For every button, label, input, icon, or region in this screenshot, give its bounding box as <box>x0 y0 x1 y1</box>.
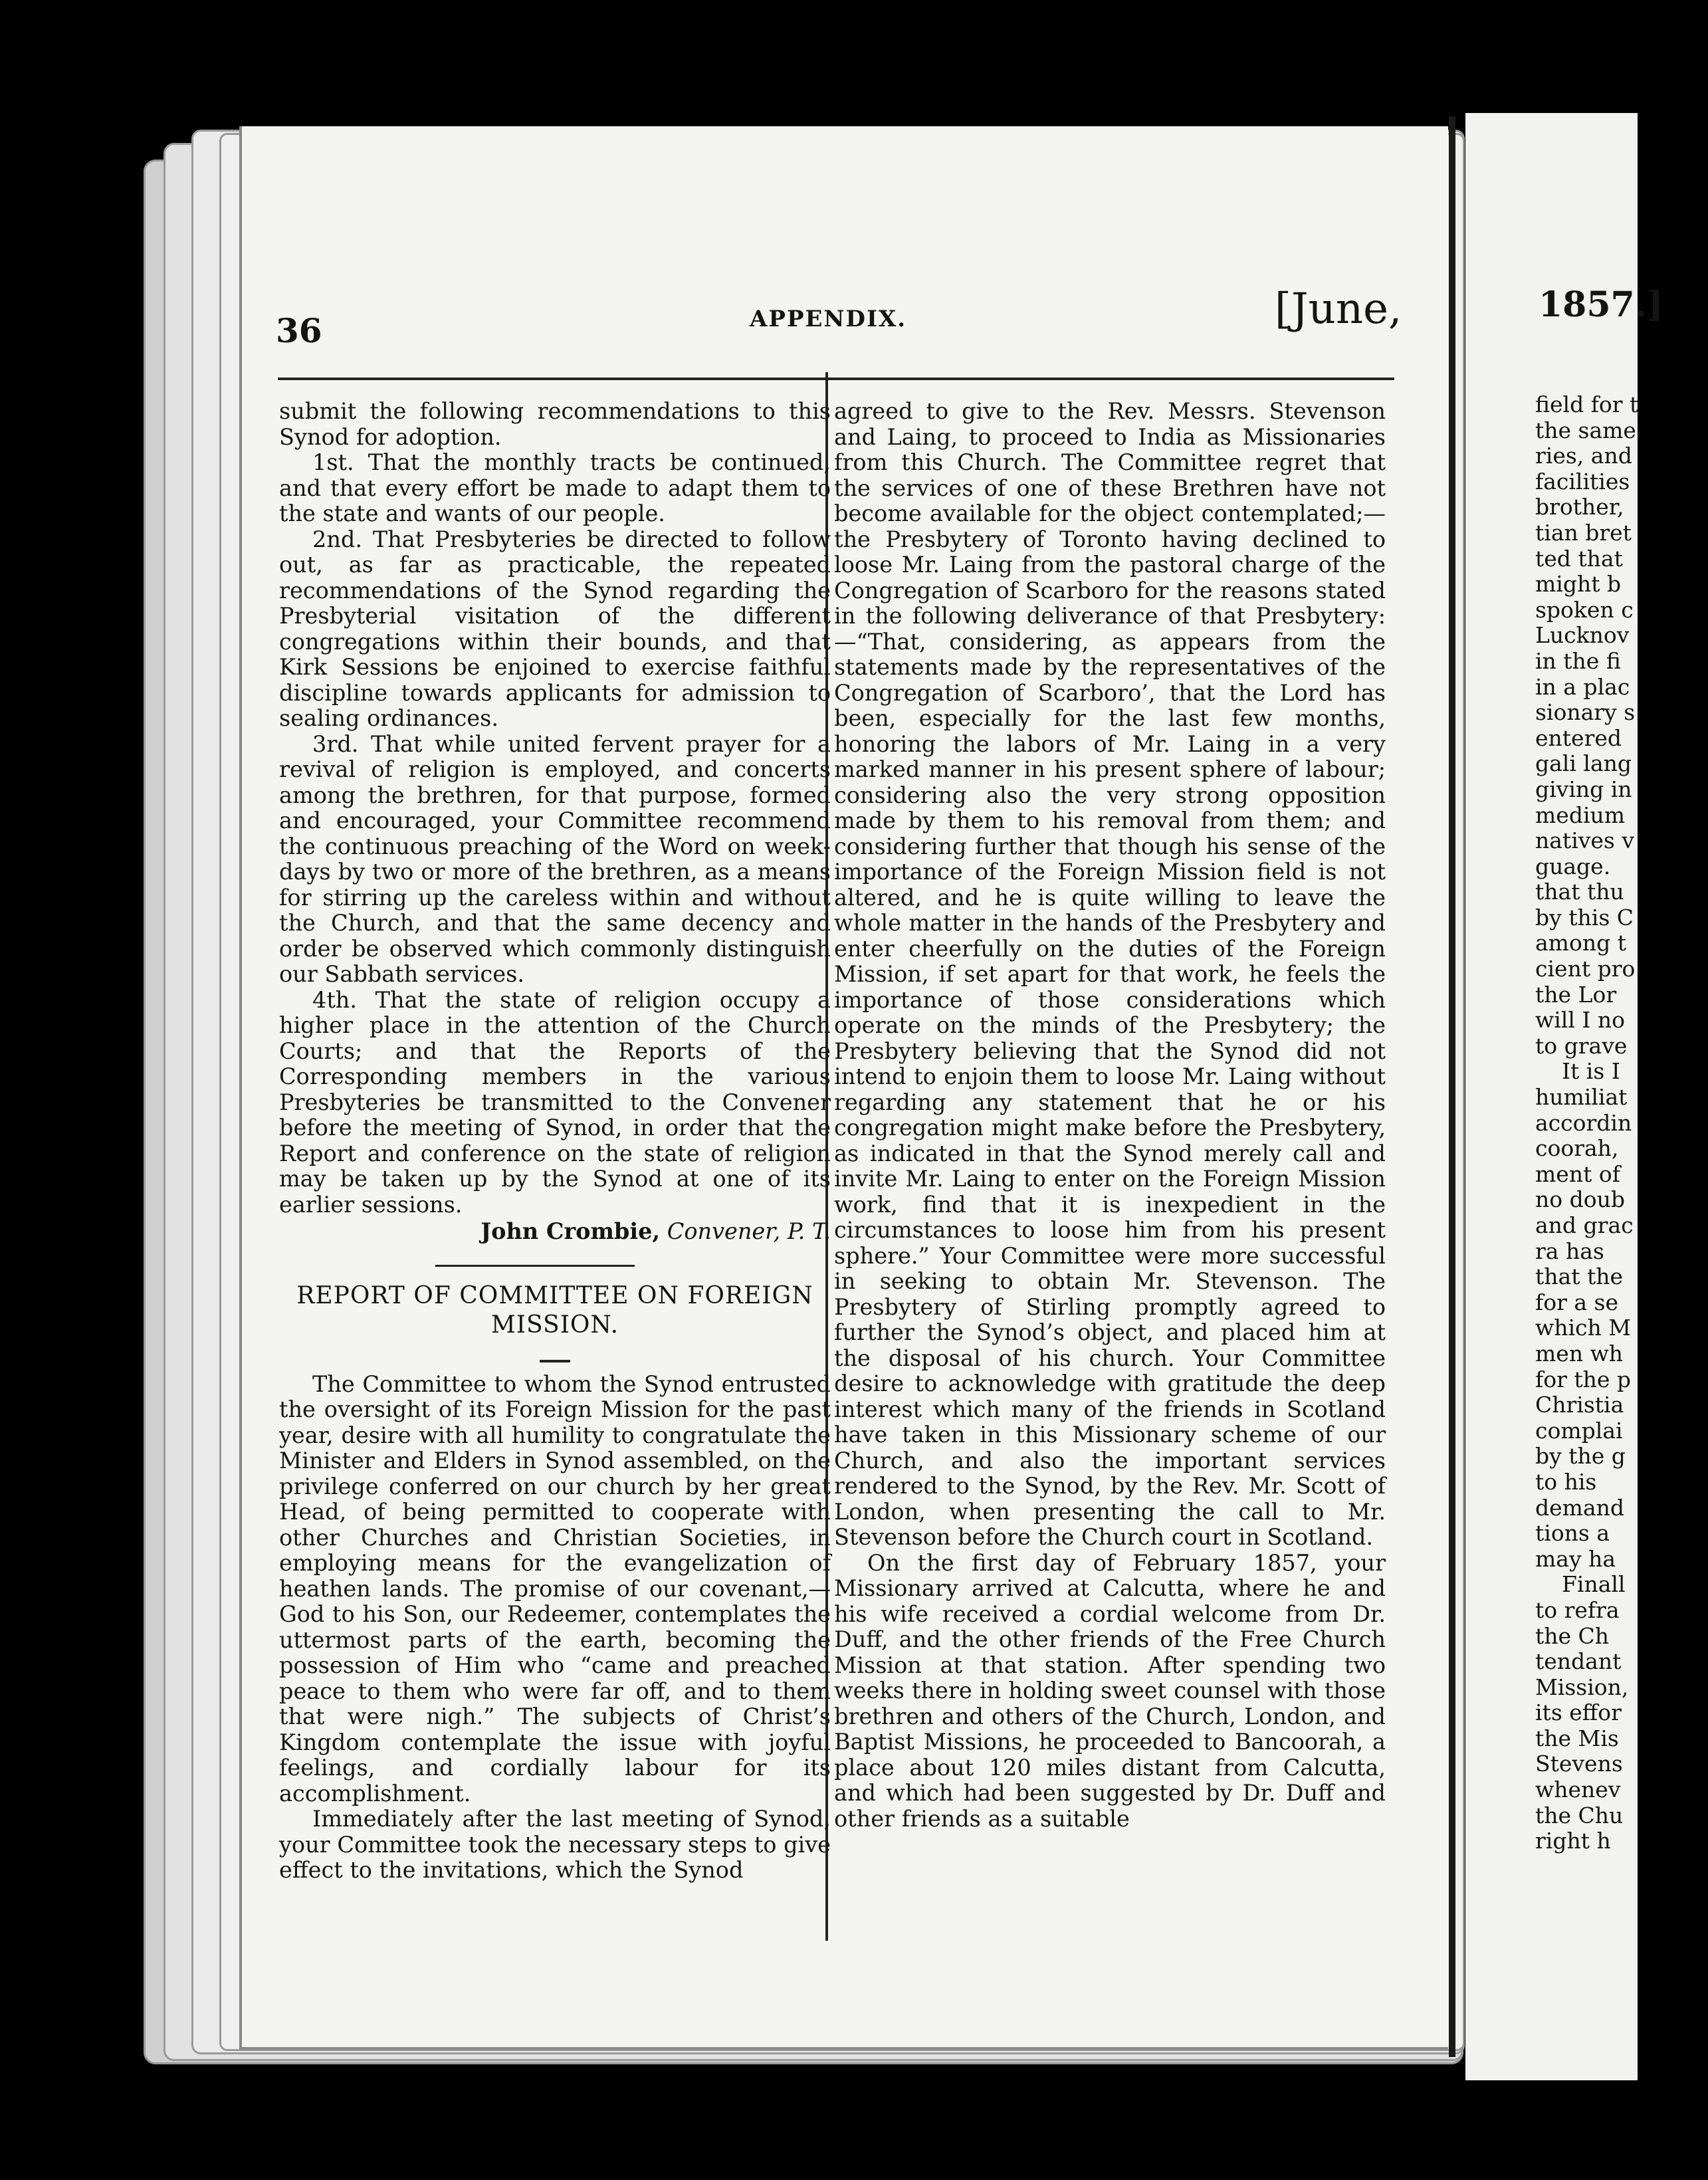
facing-line: in the fi <box>1535 647 1621 674</box>
facing-line: the Ch <box>1535 1622 1610 1649</box>
facing-line: sionary s <box>1535 699 1636 726</box>
facing-line: coorah, <box>1535 1135 1619 1162</box>
section-title-line-2: MISSION. <box>490 1311 619 1339</box>
facing-line: the same <box>1535 417 1636 443</box>
facing-line: might b <box>1535 571 1622 598</box>
signature-title: Convener, P. T. <box>667 1218 831 1244</box>
facing-line: giving in <box>1535 776 1632 802</box>
facing-line: facilities <box>1535 468 1630 494</box>
facing-line: by this C <box>1535 904 1634 930</box>
signature <box>279 1219 831 1245</box>
facing-line: to refra <box>1535 1596 1620 1623</box>
facing-line: Stevens <box>1535 1751 1623 1777</box>
facing-line: no doub <box>1535 1186 1625 1213</box>
book-gutter <box>1449 116 1455 2057</box>
facing-line: and grac <box>1535 1212 1634 1238</box>
paragraph: Immediately after the last meeting of Synod, your Committee took the necessary steps to give effect to the invitations, which the Synod <box>279 1806 831 1883</box>
facing-line: complai <box>1535 1417 1623 1444</box>
facing-line: natives v <box>1535 827 1634 854</box>
facing-line: ment of <box>1535 1160 1620 1187</box>
header-date: [June, <box>1275 284 1402 334</box>
section-rule <box>435 1265 635 1267</box>
recommendation-1: 1st. That the monthly tracts be continued, and that every effort be made to adapt them to the state and wants of our people. <box>279 449 831 526</box>
facing-line: its effor <box>1535 1699 1622 1726</box>
facing-line: Lucknov <box>1535 622 1630 649</box>
recommendation-3: 3rd. That while united fervent prayer for a revival of religion is employed, and concerts among the brethren, for that purpose, formed and encouraged, your Committee recommend the continuous preaching of the Word on week-days by two or more of the brethren, as a means for stirring up the careless within and without the Church, and that the same decency and order be observed which commonly distinguish our Sabbath services. <box>279 730 831 987</box>
paragraph: agreed to give to the Rev. Messrs. Stevenson and Laing, to proceed to India as Missionaries from this Church. The Committee regret that the services of one of these Brethren have not become available for the object contemplated;—the Presbytery of Toronto having declined to loose Mr. Laing from the pastoral charge of the Congregation of Scarboro for the reasons stated in the following deliverance of that Presbytery:—“That, considering, as appears from the statements made by the representatives of the Congregation of Scarboro’, that the Lord has been, especially for the last few months, honoring the labors of Mr. Laing in a very marked manner in his present sphere of labour; considering also the very strong opposition made by them to his removal from them; and considering further that though his sense of the importance of the Foreign Mission field is not altered, and he is quite willing to leave the whole matter in the hands of the Presbytery and enter cheerfully on the duties of the Foreign Mission, if set apart for that work, he feels the importance of those considerations which operate on the minds of the Presbytery; the Presbytery believing that the Synod did not intend to enjoin them to loose Mr. Laing without regarding any statement that he or his congregation might make before the Presbytery, as indicated in that the Synod merely call and invite Mr. Laing to enter on the Foreign Mission work, find that it is inexpedient in the circumstances to loose him from his present sphere.” Your Committee were more successful in seeking to obtain Mr. Stevenson. The Presbytery of Stirling promptly agreed to further the Synod’s object, and placed him at the disposal of his church. Your Committee desire to acknowledge with gratitude the deep interest which many of the friends in Scotland have taken in this Missionary scheme of our Church, and also the important services rendered to the Synod, by the Rev. Mr. Scott of London, when presenting the call to Mr. Stevenson before the Church court in Scotland. <box>834 398 1386 1550</box>
facing-line: to his <box>1535 1468 1597 1495</box>
section-dash <box>540 1360 570 1362</box>
page-number: 36 <box>276 311 322 350</box>
facing-line: the Chu <box>1535 1802 1624 1828</box>
facing-line: spoken c <box>1535 596 1634 623</box>
facing-line: may ha <box>1535 1545 1616 1572</box>
facing-line: for a se <box>1535 1289 1618 1315</box>
section-title-line-1: REPORT OF COMMITTEE ON FOREIGN <box>296 1281 813 1309</box>
header-rule <box>278 378 1394 380</box>
facing-line: whenev <box>1535 1777 1621 1803</box>
facing-line: tendant <box>1535 1648 1622 1675</box>
paragraph: submit the following recommendations to this Synod for adoption. <box>279 398 831 450</box>
facing-line: gali lang <box>1535 750 1632 777</box>
facing-page-text <box>1535 392 1708 1854</box>
facing-line: humiliat <box>1535 1084 1628 1111</box>
facing-line: will I no <box>1535 1007 1626 1034</box>
recommendation-4: 4th. That the state of religion occupy a higher place in the attention of the Church Courts; and that the Reports of the Corresponding members in the various Presbyteries be transmitted to the Convener before the meeting of Synod, in order that the Report and conference on the state of religion may be taken up by the Synod at one of its earlier sessions. <box>279 986 831 1218</box>
section-title <box>279 1281 831 1340</box>
facing-line: demand <box>1535 1494 1624 1521</box>
facing-line: ries, and <box>1535 443 1632 469</box>
facing-line: entered <box>1535 724 1622 751</box>
facing-line: tions a <box>1535 1520 1610 1547</box>
signature-name: John Crombie, <box>480 1218 661 1244</box>
facing-line: the Mis <box>1535 1725 1619 1751</box>
facing-line: by the g <box>1535 1443 1626 1470</box>
facing-line: the Lor <box>1535 981 1617 1008</box>
facing-line: that thu <box>1535 879 1624 905</box>
facing-line: to grave <box>1535 1032 1628 1059</box>
facing-line: accordin <box>1535 1109 1632 1136</box>
left-column <box>279 399 831 1884</box>
facing-line: cient pro <box>1535 956 1636 982</box>
facing-line: in a plac <box>1535 673 1630 700</box>
facing-line: ted that <box>1535 545 1623 572</box>
facing-line: Finall <box>1562 1571 1626 1598</box>
facing-line: men wh <box>1535 1340 1624 1366</box>
facing-line: that the <box>1535 1263 1623 1290</box>
recommendation-2: 2nd. That Presbyteries be directed to follow out, as far as practicable, the repeated recommendations of the Synod regarding the Presbyterial visitation of the different congregations within their bounds, and that Kirk Sessions be enjoined to exercise faithful discipline towards applicants for admission to sealing ordinances. <box>279 526 831 731</box>
facing-page-date: 1857.] <box>1539 284 1663 325</box>
facing-line: medium <box>1535 802 1626 828</box>
facing-line: Mission, <box>1535 1674 1629 1700</box>
facing-line: field for t <box>1535 391 1639 417</box>
facing-line: right h <box>1535 1828 1611 1854</box>
facing-line: which M <box>1535 1315 1632 1341</box>
facing-line: It is I <box>1562 1058 1620 1085</box>
paragraph: On the first day of February 1857, your Missionary arrived at Calcutta, where he and his wife received a cordial welcome from Dr. Duff, and the other friends of the Free Church Mission at that station. After spending two weeks there in holding sweet counsel with those brethren and others of the Church, London, and Baptist Missions, he proceeded to Bancoorah, a place about 120 miles distant from Calcutta, and which had been suggested by Dr. Duff and other friends as a suitable <box>834 1549 1386 1832</box>
facing-line: tian bret <box>1535 519 1632 546</box>
facing-line: ra has <box>1535 1238 1604 1264</box>
facing-line: among t <box>1535 930 1626 956</box>
paragraph: The Committee to whom the Synod entrusted the oversight of its Foreign Mission for the past year, desire with all humility to congratulate the Minister and Elders in Synod assembled, on the privilege conferred on our church by her great Head, of being permitted to cooperate with other Churches and Christian Societies, in employing means for the evangelization of heathen lands. The promise of our covenant,—God to his Son, our Redeemer, contemplates the uttermost parts of the earth, becoming the possession of Him who “came and preached peace to them who were far off, and to them that were nigh.” The subjects of Christ’s Kingdom contemplate the issue with joyful feelings, and cordially labour for its accomplishment. <box>279 1370 831 1806</box>
facing-line: guage. <box>1535 853 1611 879</box>
facing-line: brother, <box>1535 494 1624 520</box>
running-head: APPENDIX. <box>750 306 907 332</box>
right-column <box>834 399 1386 1832</box>
facing-line: for the p <box>1535 1366 1632 1392</box>
facing-line: Christia <box>1535 1392 1624 1418</box>
